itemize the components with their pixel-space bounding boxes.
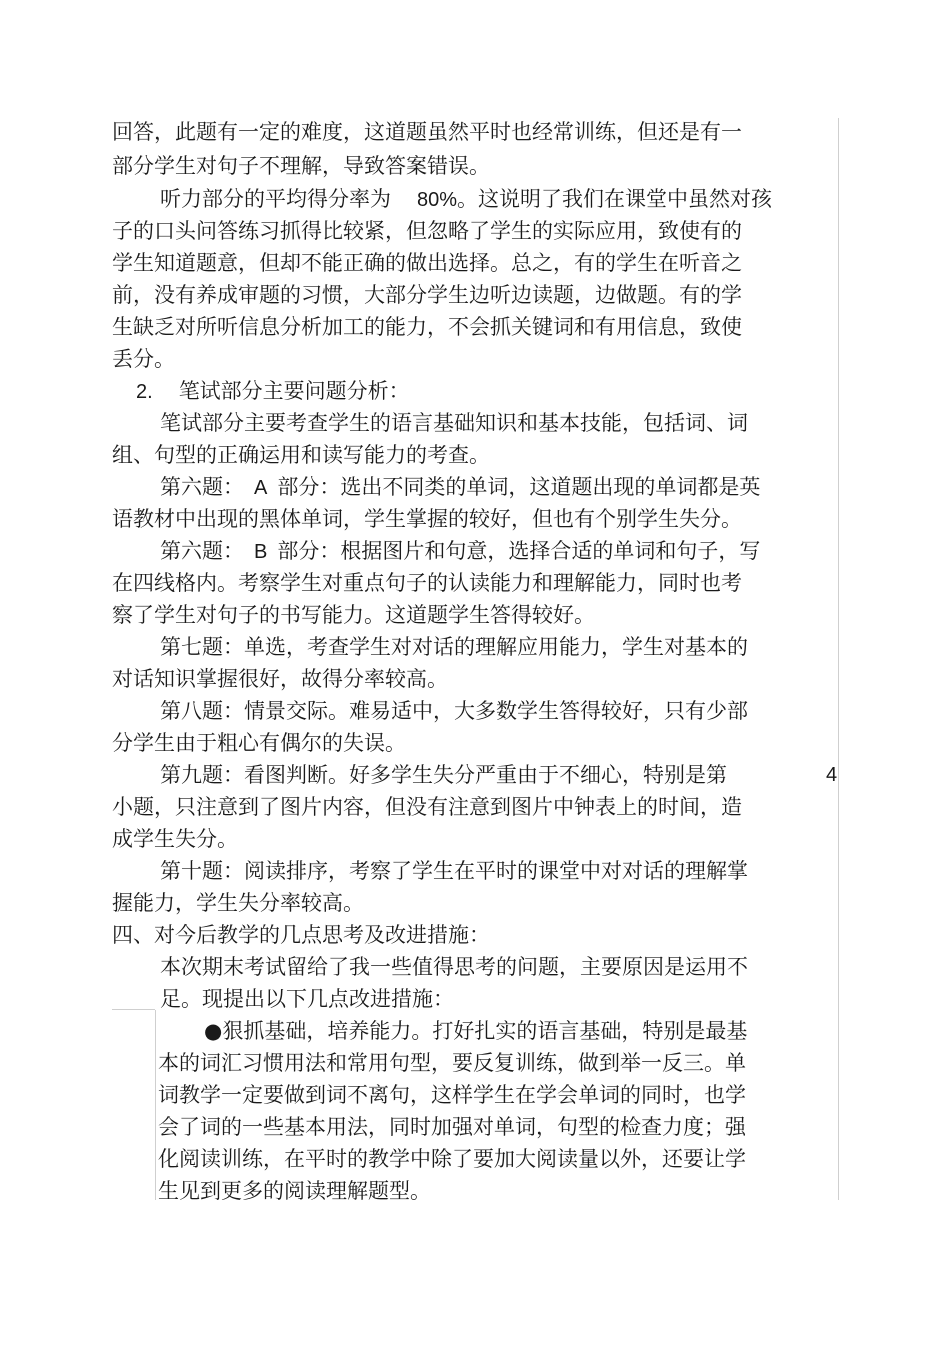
text-line: 会了词的一些基本用法，同时加强对单词，句型的检查力度；强 bbox=[158, 1115, 746, 1139]
text-line: 足。现提出以下几点改进措施： bbox=[160, 987, 454, 1011]
section-heading: 四、对今后教学的几点思考及改进措施： bbox=[112, 923, 490, 947]
text-line: 第七题：单选，考查学生对对话的理解应用能力，学生对基本的 bbox=[160, 635, 748, 659]
text-line: 化阅读训练，在平时的教学中除了要加大阅读量以外，还要让学 bbox=[158, 1147, 746, 1171]
text-line: 回答，此题有一定的难度，这道题虽然平时也经常训练，但还是有一 bbox=[112, 120, 742, 144]
text-line: 第六题： B 部分：根据图片和句意，选择合适的单词和句子，写 bbox=[160, 539, 761, 563]
text-line: 子的口头问答练习抓得比较紧，但忽略了学生的实际应用，致使有的 bbox=[112, 219, 742, 243]
left-margin-line bbox=[155, 1010, 156, 1200]
text-line: 察了学生对句子的书写能力。这道题学生答得较好。 bbox=[112, 603, 595, 627]
text-line: 本的词汇习惯用法和常用句型，要反复训练，做到举一反三。单 bbox=[158, 1051, 746, 1075]
text-line: 生见到更多的阅读理解题型。 bbox=[158, 1179, 431, 1203]
text-line: 部分学生对句子不理解，导致答案错误。 bbox=[112, 154, 490, 178]
text-line: 笔试部分主要考查学生的语言基础知识和基本技能，包括词、词 bbox=[160, 411, 748, 435]
text-line: 第六题： A 部分：选出不同类的单词，这道题出现的单词都是英 bbox=[160, 475, 761, 499]
left-margin-tick bbox=[112, 1009, 155, 1010]
text-line: 分学生由于粗心有偶尔的失误。 bbox=[112, 731, 406, 755]
text-line: 第十题：阅读排序，考察了学生在平时的课堂中对对话的理解掌 bbox=[160, 859, 748, 883]
text-line: 第八题：情景交际。难易适中，大多数学生答得较好，只有少部 bbox=[160, 699, 748, 723]
text-line: 第九题：看图判断。好多学生失分严重由于不细心，特别是第 bbox=[160, 763, 727, 787]
item-number: 4 bbox=[826, 764, 838, 786]
text-line: 词教学一定要做到词不离句，这样学生在学会单词的同时，也学 bbox=[158, 1083, 746, 1107]
text-line: 听力部分的平均得分率为 80%。这说明了我们在课堂中虽然对孩 bbox=[160, 187, 773, 211]
text-line: 小题，只注意到了图片内容，但没有注意到图片中钟表上的时间，造 bbox=[112, 795, 742, 819]
text-line: 前，没有养成审题的习惯，大部分学生边听边读题，边做题。有的学 bbox=[112, 283, 742, 307]
text-line: 丢分。 bbox=[112, 347, 175, 371]
text-line: 语教材中出现的黑体单词，学生掌握的较好，但也有个别学生失分。 bbox=[112, 507, 742, 531]
text-line: 对话知识掌握很好，故得分率较高。 bbox=[112, 667, 448, 691]
text-line: 握能力，学生失分率较高。 bbox=[112, 891, 364, 915]
text-line: 成学生失分。 bbox=[112, 827, 238, 851]
text-line: 生缺乏对所听信息分析加工的能力，不会抓关键词和有用信息，致使 bbox=[112, 315, 742, 339]
section-heading: 2. 笔试部分主要问题分析： bbox=[136, 379, 410, 403]
text-line: 在四线格内。考察学生对重点句子的认读能力和理解能力，同时也考 bbox=[112, 571, 742, 595]
text-line: 组、句型的正确运用和读写能力的考查。 bbox=[112, 443, 490, 467]
text-line: 学生知道题意，但却不能正确的做出选择。总之，有的学生在听音之 bbox=[112, 251, 742, 275]
bullet-line: ●狠抓基础，培养能力。打好扎实的语言基础，特别是最基 bbox=[204, 1019, 748, 1043]
right-margin-line bbox=[838, 118, 839, 1200]
text-line: 本次期末考试留给了我一些值得思考的问题，主要原因是运用不 bbox=[160, 955, 748, 979]
